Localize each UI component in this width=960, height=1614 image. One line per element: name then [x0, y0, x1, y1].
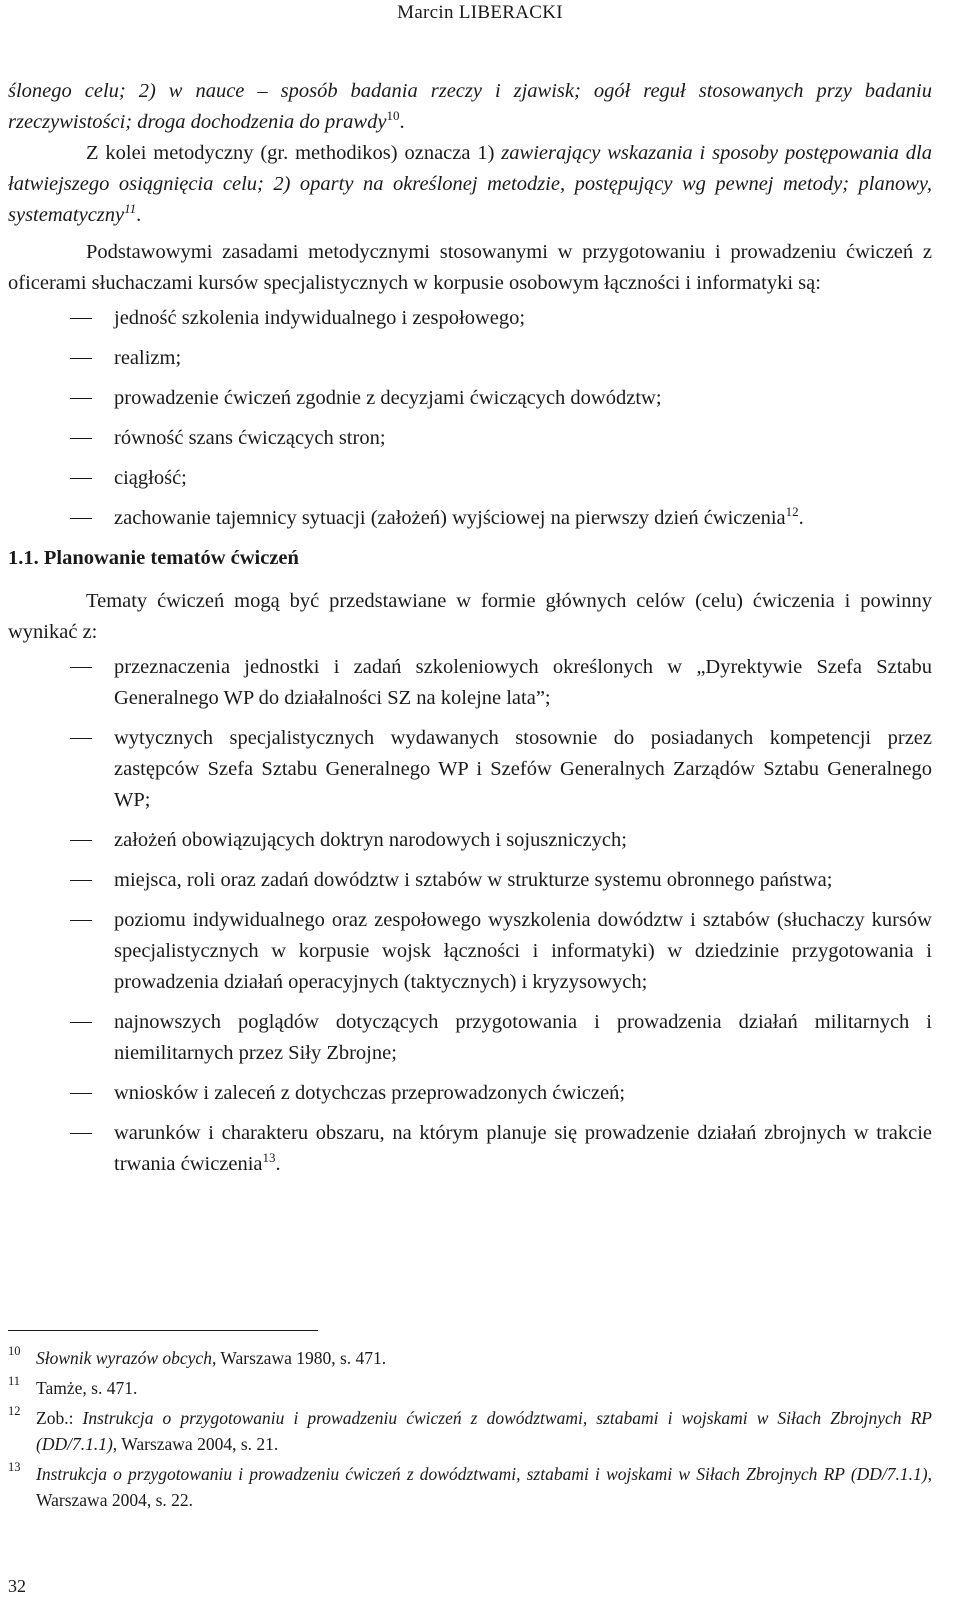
footnote-10: 10 Słownik wyrazów obcych, Warszawa 1980, s. 471. [8, 1345, 932, 1371]
dash-bullet [70, 358, 92, 359]
footnote-ref-12[interactable]: 12 [785, 504, 799, 519]
dash-bullet [70, 840, 92, 841]
paragraph-principles-intro: Podstawowymi zasadami metodycznymi stosowanymi w przygotowaniu i prowadzeniu ćwiczeń z oficerami słuchaczami kursów specjalistycznych w korpusie osobowym łączności i informatyki są: [8, 241, 932, 294]
dash-bullet [70, 1022, 92, 1023]
footnote-11: 11 Tamże, s. 471. [8, 1375, 932, 1401]
footnote-13: 13 Instrukcja o przygotowaniu i prowadzeniu ćwiczeń z dowództwami, sztabami i wojskami w Siłach Zbrojnych RP (DD/7.1.1), Warszawa 2004, s. 22. [8, 1461, 932, 1513]
list-item: warunków i charakteru obszaru, na którym planuje się prowadzenie działań zbrojnych w trakcie trwania ćwiczenia$^{13}$. [8, 1118, 932, 1180]
footnote-ref-13[interactable]: 13 [262, 1150, 276, 1165]
list-item: jedność szkolenia indywidualnego i zespołowego; [8, 303, 932, 334]
dash-bullet [70, 920, 92, 921]
list-item: wytycznych specjalistycznych wydawanych stosownie do posiadanych kompetencji przez zastępców Szefa Sztabu Generalnego WP i Szefów Generalnych Zarządów Sztabu Generalnego WP; [8, 723, 932, 816]
paragraph-continuation: ślonego celu; 2) w nauce – sposób badania rzeczy i zjawisk; ogół reguł stosowanych przy badaniu rzeczywistości; droga dochodzenia do prawdy$^{10}$. [8, 80, 932, 133]
dash-bullet [70, 738, 92, 739]
dash-bullet [70, 880, 92, 881]
dash-bullet [70, 1133, 92, 1134]
list-item: wniosków i zaleceń z dotychczas przeprowadzonych ćwiczeń; [8, 1078, 932, 1109]
list-item: zachowanie tajemnicy sytuacji (założeń) wyjściowej na pierwszy dzień ćwiczenia$^{12}$. [8, 503, 932, 534]
list-item: równość szans ćwiczących stron; [8, 423, 932, 454]
footnote-number: 12 [8, 1404, 21, 1418]
paragraph-metodyczny: Z kolei metodyczny (gr. methodikos) oznacza 1) zawierający wskazania i sposoby postępowania dla łatwiejszego osiągnięcia celu; 2) oparty na określonej metodzie, postępujący wg pewnej metody; planowy, systematyczny$^{11}$. [8, 142, 932, 226]
footnote-number: 13 [8, 1460, 21, 1474]
footnotes [8, 1345, 932, 1517]
footnote-number: 11 [8, 1374, 21, 1388]
paragraph-topics-intro: Tematy ćwiczeń mogą być przedstawiane w formie głównych celów (celu) ćwiczenia i powinny wynikać z: [8, 590, 932, 643]
list-item: realizm; [8, 343, 932, 374]
dash-bullet [70, 438, 92, 439]
list-item: prowadzenie ćwiczeń zgodnie z decyzjami ćwiczących dowództw; [8, 383, 932, 414]
definition-text: ślonego celu; 2) w nauce – sposób badania rzeczy i zjawisk; ogół reguł stosowanych przy badaniu rzeczywistości; droga dochodzenia do prawdy [8, 80, 932, 133]
list-item: założeń obowiązujących doktryn narodowych i sojuszniczych; [8, 825, 932, 856]
footnote-ref-11[interactable]: 11 [124, 201, 137, 216]
page-number: 32 [8, 1576, 26, 1596]
list-item: ciągłość; [8, 463, 932, 494]
main-text [8, 76, 932, 1189]
dash-bullet [70, 318, 92, 319]
dash-bullet [70, 478, 92, 479]
dash-bullet [70, 398, 92, 399]
principles-list [8, 303, 932, 534]
list-item: poziomu indywidualnego oraz zespołowego wyszkolenia dowództw i sztabów (słuchaczy kursów specjalistycznych w korpusie wojsk łączności i informatyki) w dziedzinie przygotowania i prowadzenia działań operacyjnych (taktycznych) i kryzysowych; [8, 905, 932, 998]
dash-bullet [70, 518, 92, 519]
dash-bullet [70, 1093, 92, 1094]
dash-bullet [70, 667, 92, 668]
footnote-12: 12 Zob.: Instrukcja o przygotowaniu i prowadzeniu ćwiczeń z dowództwami, sztabami i wojskami w Siłach Zbrojnych RP (DD/7.1.1), Warszawa 2004, s. 21. [8, 1405, 932, 1457]
sources-list [8, 652, 932, 1180]
list-item: przeznaczenia jednostki i zadań szkoleniowych określonych w „Dyrektywie Szefa Sztabu Generalnego WP do działalności SZ na kolejne lata”; [8, 652, 932, 714]
footnote-ref-10[interactable]: 10 [386, 108, 400, 123]
list-item: miejsca, roli oraz zadań dowództw i sztabów w strukturze systemu obronnego państwa; [8, 865, 932, 896]
running-header: Marcin LIBERACKI [397, 2, 563, 23]
footnote-separator [8, 1330, 318, 1331]
footnote-number: 10 [8, 1344, 21, 1358]
section-heading: 1.1. Planowanie tematów ćwiczeń [8, 547, 299, 569]
list-item: najnowszych poglądów dotyczących przygotowania i prowadzenia działań militarnych i niemilitarnych przez Siły Zbrojne; [8, 1007, 932, 1069]
